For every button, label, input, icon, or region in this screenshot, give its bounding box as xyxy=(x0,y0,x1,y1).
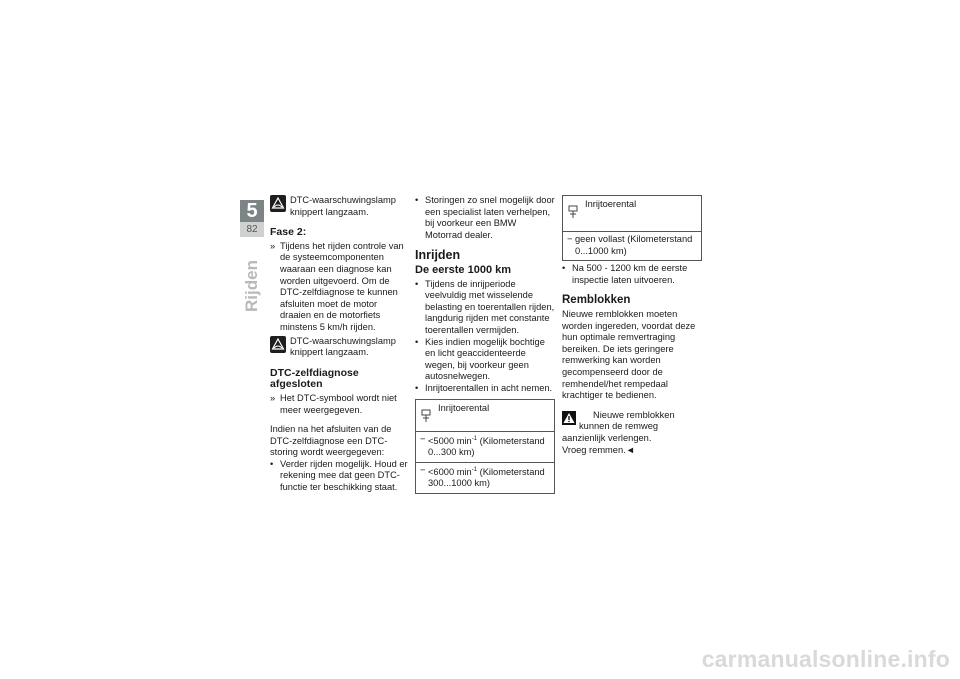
bullet-text: Inrijtoerentallen in acht nemen. xyxy=(425,382,553,393)
table-title: Inrijtoerental xyxy=(585,199,637,209)
rpm-value: <5000 min xyxy=(428,435,472,446)
section-heading-inrijden: Inrijden xyxy=(415,248,461,263)
brake-end-text: Vroeg remmen. xyxy=(562,444,626,455)
rpm-exponent: -1 xyxy=(471,466,478,473)
dtc-warning-lamp-icon xyxy=(270,336,286,353)
watermark: carmanualsonline.info xyxy=(701,646,950,672)
table-header xyxy=(563,196,701,232)
section-heading-remblokken: Remblokken xyxy=(562,294,631,307)
break-in-load-table xyxy=(562,195,702,261)
table-title: Inrijtoerental xyxy=(438,402,490,413)
table-row: − geen vollast (Kilometerstand 0...1000 km) xyxy=(563,232,701,260)
bullet-item: • Tijdens de inrijperiode veelvuldig met wisselende belasting en toerentallen rijden, langdurig rijden met constante toerentallen vermijden. xyxy=(415,278,555,335)
table-row: − <5000 $\min^{-1}$ (Kilometerstand 0...300 km) xyxy=(416,432,554,463)
mileage-range: (Kilometerstand 0...300 km) xyxy=(428,435,545,458)
column-1 xyxy=(270,195,410,494)
table-row: − <6000 $\min^{-1}$ (Kilometerstand 300...1000 km) xyxy=(420,464,545,489)
column-2 xyxy=(415,195,555,494)
fase-heading: Fase 2: xyxy=(270,226,307,239)
brake-pad-paragraph: Nieuwe remblokken moeten worden ingereden, voordat deze hun optimale remvertraging bereiken. De iets geringere remwerking kan worden gecompenseerd door de remhendel/het rempedaal krachtiger te bedienen. xyxy=(562,308,696,401)
rpm-value: <6000 min xyxy=(428,466,472,477)
dtc-done-item: » Het DTC-symbool wordt niet meer weergegeven. xyxy=(270,392,397,415)
break-in-rpm-table xyxy=(415,399,555,495)
bullet-text: Kies indien mogelijk bochtige en licht geaccidenteerde wegen, bij voorkeur geen autosnelwegen. xyxy=(425,336,545,382)
mileage-range: (Kilometerstand 300...1000 km) xyxy=(428,466,545,489)
dtc-warning-1 xyxy=(270,195,410,218)
brake-warning-text: Nieuwe remblokken kunnen de remweg aanzienlijk verlengen. xyxy=(562,409,675,443)
dtc-warning-text-1: DTC-waarschuwingslamp knippert langzaam. xyxy=(290,195,396,217)
brake-warning xyxy=(562,410,702,445)
dtc-done-heading: DTC-zelfdiagnose afgesloten xyxy=(270,366,359,391)
chapter-title: Rijden xyxy=(242,260,261,312)
brake-end-line xyxy=(562,445,702,457)
column-3 xyxy=(562,195,702,456)
load-value: geen vollast (Kilometerstand 0...1000 km) xyxy=(575,234,693,256)
tachometer-icon xyxy=(567,205,579,219)
dtc-warning-text-2: DTC-waarschuwingslamp knippert langzaam. xyxy=(290,335,396,358)
bullet-text: Tijdens de inrijperiode veelvuldig met wisselende belasting en toerentallen rijden, langdurig rijden met constante toerentallen vermijden. xyxy=(425,278,555,335)
end-marker-icon: ◄ xyxy=(625,444,635,455)
dtc-warning-2 xyxy=(270,336,410,359)
warning-triangle-icon xyxy=(562,411,576,425)
page-number: 82 xyxy=(246,224,258,235)
dtc-done-text: Het DTC-symbool wordt niet meer weergegeven. xyxy=(280,392,397,415)
bullet-item: • Storingen zo snel mogelijk door een specialist laten verhelpen, bij voorkeur een BMW Motorrad dealer. xyxy=(415,195,555,240)
bullet-item: • Verder rijden mogelijk. Houd er rekening mee dat geen DTC-functie ter beschikking staat. xyxy=(270,458,408,493)
chapter-number: 5 xyxy=(240,200,264,222)
rpm-exponent: -1 xyxy=(471,435,478,442)
bullet-text: Storingen zo snel mogelijk door een specialist laten verhelpen, bij voorkeur een BMW Motorrad dealer. xyxy=(425,195,555,240)
bullet-item: • Na 500 - 1200 km de eerste inspectie laten uitvoeren. xyxy=(562,263,688,285)
bullet-text: Verder rijden mogelijk. Houd er rekening mee dat geen DTC-functie ter beschikking staat. xyxy=(280,458,408,493)
tachometer-icon xyxy=(420,409,432,423)
subheading-first-1000km: De eerste 1000 km xyxy=(415,263,512,276)
chapter-box xyxy=(240,200,264,237)
fase-item-text: Tijdens het rijden controle van de systeemcomponenten waaraan een diagnose kan worden uitgevoerd. Om de DTC-zelfdiagnose te kunnen afsluiten moet de motor draaien en de motorfiets minstens 5 km/h rijden. xyxy=(280,240,404,332)
bullet-item: • Kies indien mogelijk bochtige en licht geaccidenteerde wegen, bij voorkeur geen autosnelwegen. xyxy=(415,336,545,382)
bullet-text: Na 500 - 1200 km de eerste inspectie laten uitvoeren. xyxy=(572,263,688,285)
table-header xyxy=(416,400,554,432)
fase-item: » Tijdens het rijden controle van de systeemcomponenten waaraan een diagnose kan worden uitgevoerd. Om de DTC-zelfdiagnose te kunnen afsluiten moet de motor draaien en de motorfiets minstens 5 km/h rijden. xyxy=(270,240,404,332)
dtc-warning-lamp-icon xyxy=(270,195,286,212)
dtc-fault-paragraph: Indien na het afsluiten van de DTC-zelfdiagnose een DTC-storing wordt weergegeven: xyxy=(270,424,392,458)
bullet-item: • Inrijtoerentallen in acht nemen. xyxy=(415,382,553,393)
